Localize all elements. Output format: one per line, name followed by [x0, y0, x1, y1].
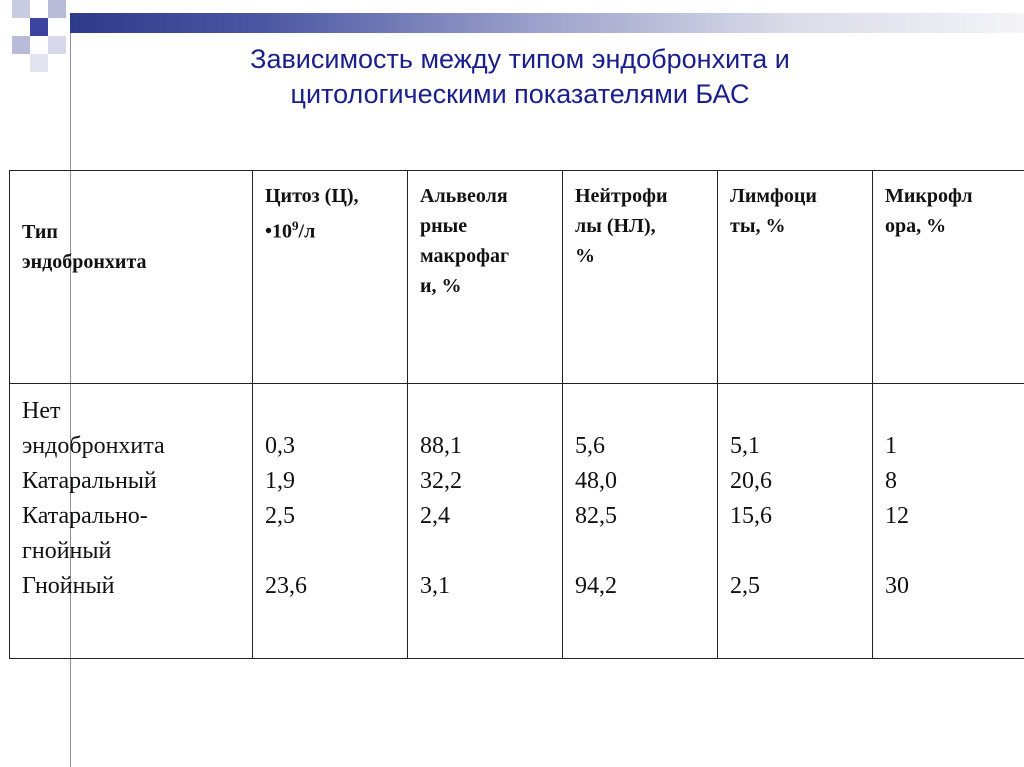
decor-square — [48, 36, 66, 54]
header-cytosis: Цитоз (Ц), $•10^9/л$ — [253, 171, 408, 384]
types-cell: Нет эндобронхита Катаральный Катарально- гнойный Гнойный — [10, 384, 253, 659]
microflora-values: 1 8 12 30 — [873, 384, 1024, 659]
header-type: Тип эндобронхита — [10, 171, 253, 384]
macrophages-values: 88,1 32,2 2,4 3,1 — [408, 384, 563, 659]
header-microflora: Микрофл ора, % — [873, 171, 1024, 384]
table-row — [10, 384, 1024, 659]
header-lymphocytes: Лимфоци ты, % — [718, 171, 873, 384]
table-header-row — [10, 171, 1024, 384]
decor-square — [12, 0, 30, 18]
lymphocytes-values: 5,1 20,6 15,6 2,5 — [718, 384, 873, 659]
cytosis-values: 0,3 1,9 2,5 23,6 — [253, 384, 408, 659]
title-line-2: цитологическими показателями БАС — [290, 79, 750, 109]
header-macrophages: Альвеоля рные макрофаг и, % — [408, 171, 563, 384]
decor-square — [48, 0, 66, 18]
decor-square — [12, 36, 30, 54]
header-neutrophils: Нейтрофи лы (НЛ), % — [563, 171, 718, 384]
slide-title — [120, 42, 920, 112]
decor-square — [30, 54, 48, 72]
neutrophils-values: 5,6 48,0 82,5 94,2 — [563, 384, 718, 659]
data-table — [9, 170, 1024, 659]
decor-square — [30, 18, 48, 36]
header-gradient-bar — [70, 13, 1024, 33]
title-line-1: Зависимость между типом эндобронхита и — [250, 44, 790, 74]
